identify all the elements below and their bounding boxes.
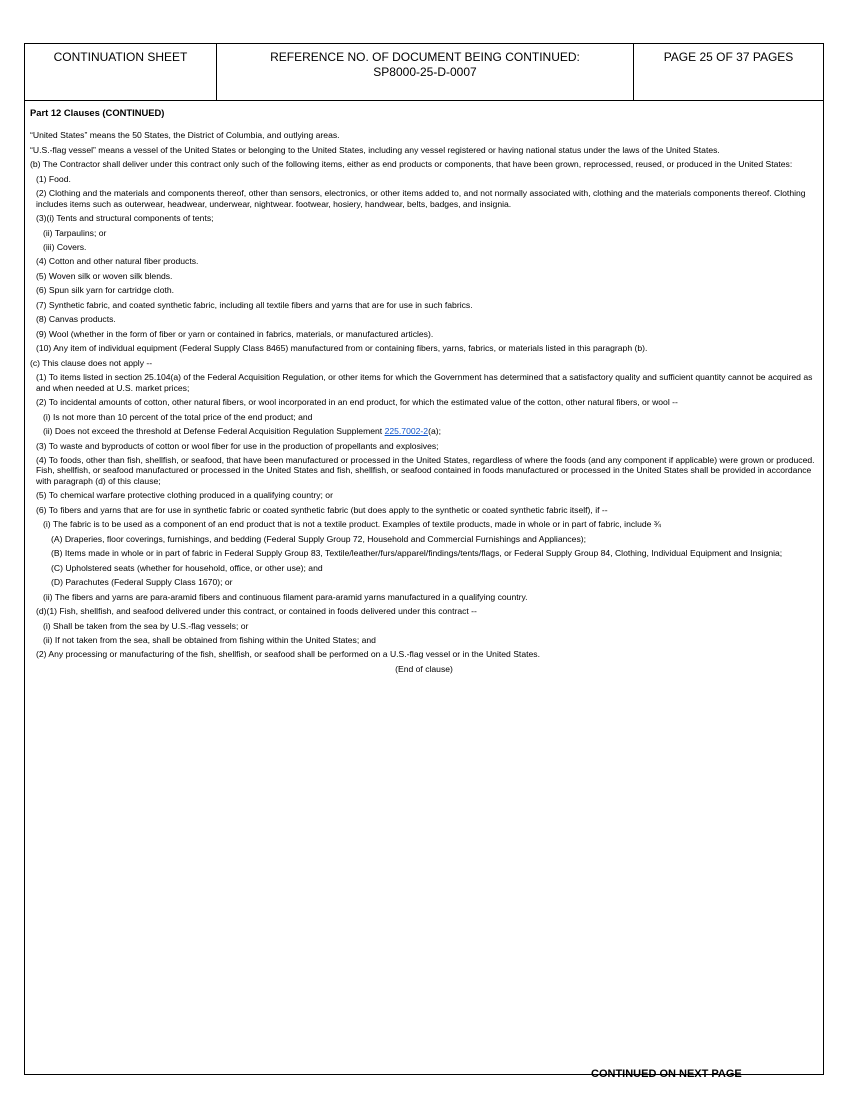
item-c-6-i-b: (B) Items made in whole or in part of fabric in Federal Supply Group 83, Textile/leather/furs/apparel/findings/tents/flags, or Federal Supply Group 84, Clothing, Individual Equipment and Insignia; [51,548,783,559]
threshold-suffix: (a); [428,426,441,437]
item-c-6: (6) To fibers and yarns that are for use in synthetic fabric or coated synthetic fabric (but does apply to the synthetic or coated synthetic fabric itself), if -- [36,504,608,515]
item-b-4: (4) Cotton and other natural fiber products. [36,256,199,267]
reference-label: REFERENCE NO. OF DOCUMENT BEING CONTINUED: [270,50,580,64]
item-b-3-i: (3)(i) Tents and structural components of tents; [36,213,214,224]
item-c-6-i: (i) The fabric is to be used as a component of an end product that is not a textile product. Examples of textile products, made in whole or in part of fabric, include ¾ [43,519,661,530]
item-c-4: (4) To foods, other than fish, shellfish, or seafood, that have been manufactured or processed in the United States, regardless of where the foods (and any component if applicable) were grown or produced. Fish, shellfish, or seafood manufactured or processed in the United States and fish, shellfish, or seafood contained in foods manufactured or processed in the United States shall be provided in accordance with paragraph (d) of this clause; [36,455,815,486]
page-number: PAGE 25 OF 37 PAGES [663,50,794,64]
item-b-7: (7) Synthetic fabric, and coated synthetic fabric, including all textile fibers and yarns that are for use in such fabrics. [36,299,473,310]
item-d-2: (2) Any processing or manufacturing of the fish, shellfish, or seafood shall be performed on a U.S.-flag vessel or in the United States. [36,649,540,660]
reference-cell [217,44,634,100]
item-c-6-i-c: (C) Upholstered seats (whether for household, office, or other use); and [51,562,323,573]
sheet-header [25,44,823,101]
continuation-sheet [24,43,824,1080]
item-b-8: (8) Canvas products. [36,314,116,325]
item-c-1: (1) To items listed in section 25.104(a) of the Federal Acquisition Regulation, or other items for which the Government has determined that a satisfactory quality and sufficient quantity cannot be acquired as and when needed at U.S. market prices; [36,372,813,393]
item-b-9: (9) Wool (whether in the form of fiber or yarn or contained in fabrics, materials, or manufactured articles). [36,328,434,339]
clause-body [25,108,823,674]
dfars-link[interactable]: 225.7002-2 [384,426,429,437]
end-of-clause: (End of clause) [395,663,453,674]
threshold-prefix: (ii) Does not exceed the threshold at Defense Federal Acquisition Regulation Supplement [43,426,385,437]
item-b-1: (1) Food. [36,173,71,184]
item-c-6-i-d: (D) Parachutes (Federal Supply Class 1670); or [51,577,233,588]
item-b-6: (6) Spun silk yarn for cartridge cloth. [36,285,175,296]
item-c-5: (5) To chemical warfare protective clothing produced in a qualifying country; or [36,490,333,501]
item-c-2: (2) To incidental amounts of cotton, other natural fibers, or wool incorporated in an end product, for which the estimated value of the cotton, other natural fibers, or wool -- [36,397,678,408]
definition-us-flag-vessel: “U.S.-flag vessel” means a vessel of the United States or belonging to the United States, including any vessel registered or having national status under the laws of the United States. [30,144,720,155]
item-c-2-ii [30,426,818,436]
item-b-2: (2) Clothing and the materials and components thereof, other than sensors, electronics, or other items added to, and not normally associated with, clothing and the materials components thereof. Clothing includes items such as outerwear, headwear, underwear, nightwear. footwear, hosiery, handwear, belts, badges, and insignia. [36,188,806,209]
paragraph-b: (b) The Contractor shall deliver under this contract only such of the following items, either as end products or components, that have been grown, reprocessed, reused, or produced in the United States: [30,159,793,170]
item-b-3-iii: (iii) Covers. [43,241,87,252]
paragraph-c: (c) This clause does not apply -- [30,357,153,368]
item-c-2-i: (i) Is not more than 10 percent of the total price of the end product; and [43,411,313,422]
item-b-10: (10) Any item of individual equipment (Federal Supply Class 8465) manufactured from or containing fibers, yarns, fabrics, or materials listed in this paragraph (b). [36,343,648,354]
item-d-1-i: (i) Shall be taken from the sea by U.S.-flag vessels; or [43,620,249,631]
reference-number: SP8000-25-D-0007 [373,65,477,79]
section-title: Part 12 Clauses (CONTINUED) [30,107,165,118]
item-c-6-i-a: (A) Draperies, floor coverings, furnishings, and bedding (Federal Supply Group 72, Household and Commercial Furnishings and Appliances); [51,533,587,544]
item-b-3-ii: (ii) Tarpaulins; or [43,227,107,238]
item-c-6-ii: (ii) The fibers and yarns are para-aramid fibers and continuous filament para-aramid yarns manufactured in a qualifying country. [43,591,528,602]
continued-footer: CONTINUED ON NEXT PAGE [591,1068,742,1080]
continuation-label: CONTINUATION SHEET [25,44,217,100]
paragraph-d-1: (d)(1) Fish, shellfish, and seafood delivered under this contract, or contained in foods delivered under this contract -- [36,606,477,617]
item-c-3: (3) To waste and byproducts of cotton or wool fiber for use in the production of propellants and explosives; [36,440,439,451]
item-b-5: (5) Woven silk or woven silk blends. [36,270,173,281]
item-d-1-ii: (ii) If not taken from the sea, shall be obtained from fishing within the United States; and [43,634,376,645]
definition-united-states: “United States” means the 50 States, the District of Columbia, and outlying areas. [30,130,340,141]
